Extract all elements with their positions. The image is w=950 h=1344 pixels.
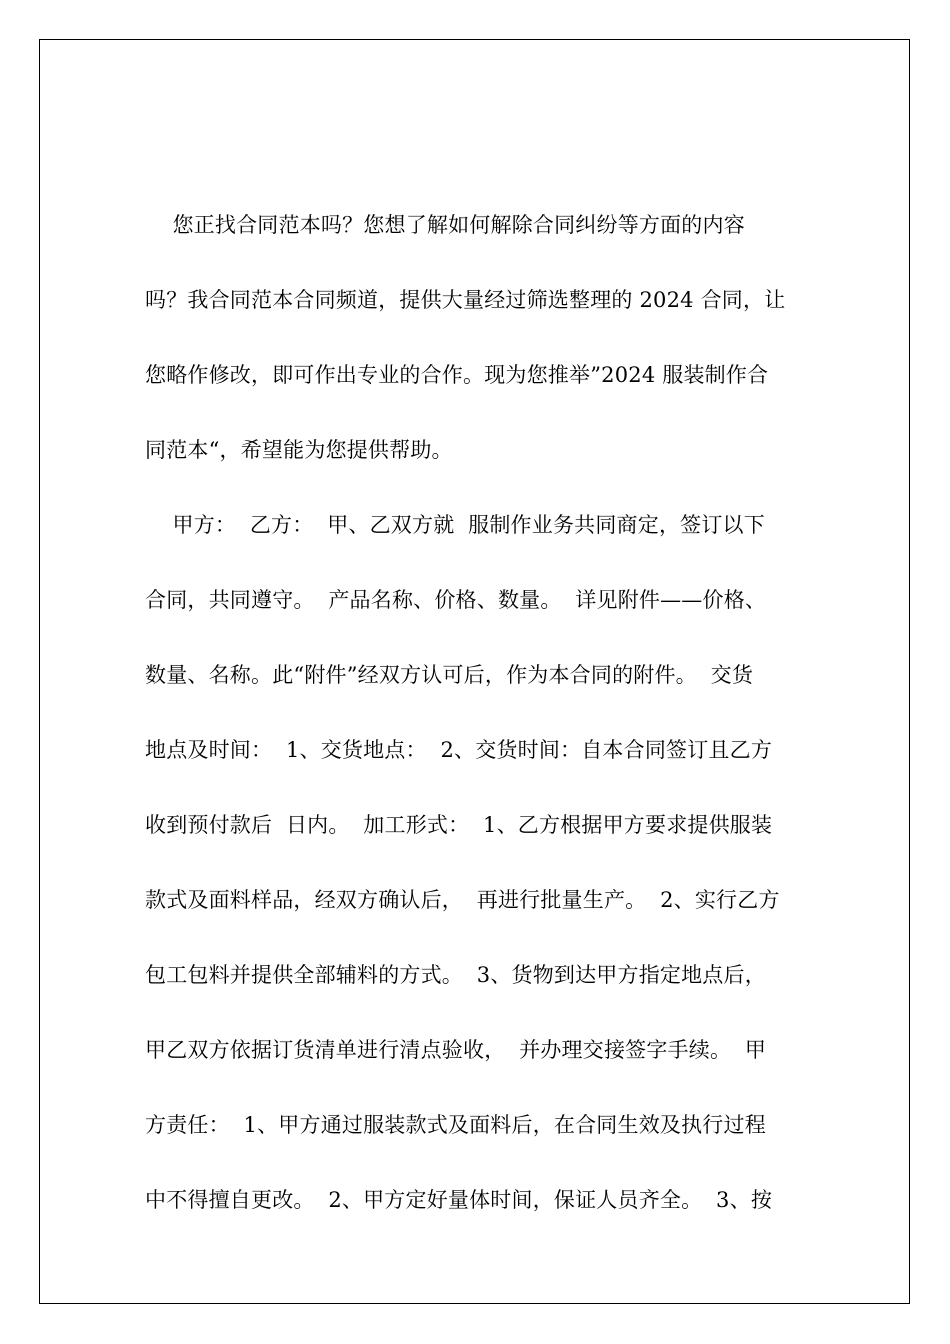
paragraph-line: 方责任： 1、甲方通过服装款式及面料后，在合同生效及执行过程 xyxy=(145,1113,766,1137)
paragraph-line: 甲乙双方依据订货清单进行清点验收， 并办理交接签字手续。 甲 xyxy=(145,1038,767,1062)
paragraph-line: 同范本“，希望能为您提供帮助。 xyxy=(145,438,453,462)
paragraph-line: 您略作修改，即可作出专业的合作。现为您推举”2024 服装制作合 xyxy=(145,363,769,387)
contract-body xyxy=(145,203,810,1253)
paragraph-line: 合同，共同遵守。 产品名称、价格、数量。 详见附件——价格、 xyxy=(145,588,767,612)
paragraph-line: 甲方： 乙方： 甲、乙双方就 服制作业务共同商定，签订以下 xyxy=(145,513,765,537)
paragraph-line: 收到预付款后 日内。 加工形式： 1、乙方根据甲方要求提供服装 xyxy=(145,813,773,837)
paragraph-line: 地点及时间： 1、交货地点： 2、交货时间：自本合同签订且乙方 xyxy=(145,738,773,762)
paragraph-line: 数量、名称。此“附件”经双方认可后，作为本合同的附件。 交货 xyxy=(145,663,754,687)
paragraph-line: 您正找合同范本吗？您想了解如何解除合同纠纷等方面的内容 xyxy=(145,213,745,237)
paragraph-line: 中不得擅自更改。 2、甲方定好量体时间，保证人员齐全。 3、按 xyxy=(145,1188,773,1212)
paragraph-line: 包工包料并提供全部辅料的方式。 3、货物到达甲方指定地点后， xyxy=(145,963,766,987)
paragraph-line: 吗？我合同范本合同频道，提供大量经过筛选整理的 2024 合同，让 xyxy=(145,288,786,312)
paragraph-line: 款式及面料样品，经双方确认后， 再进行批量生产。 2、实行乙方 xyxy=(145,888,780,912)
